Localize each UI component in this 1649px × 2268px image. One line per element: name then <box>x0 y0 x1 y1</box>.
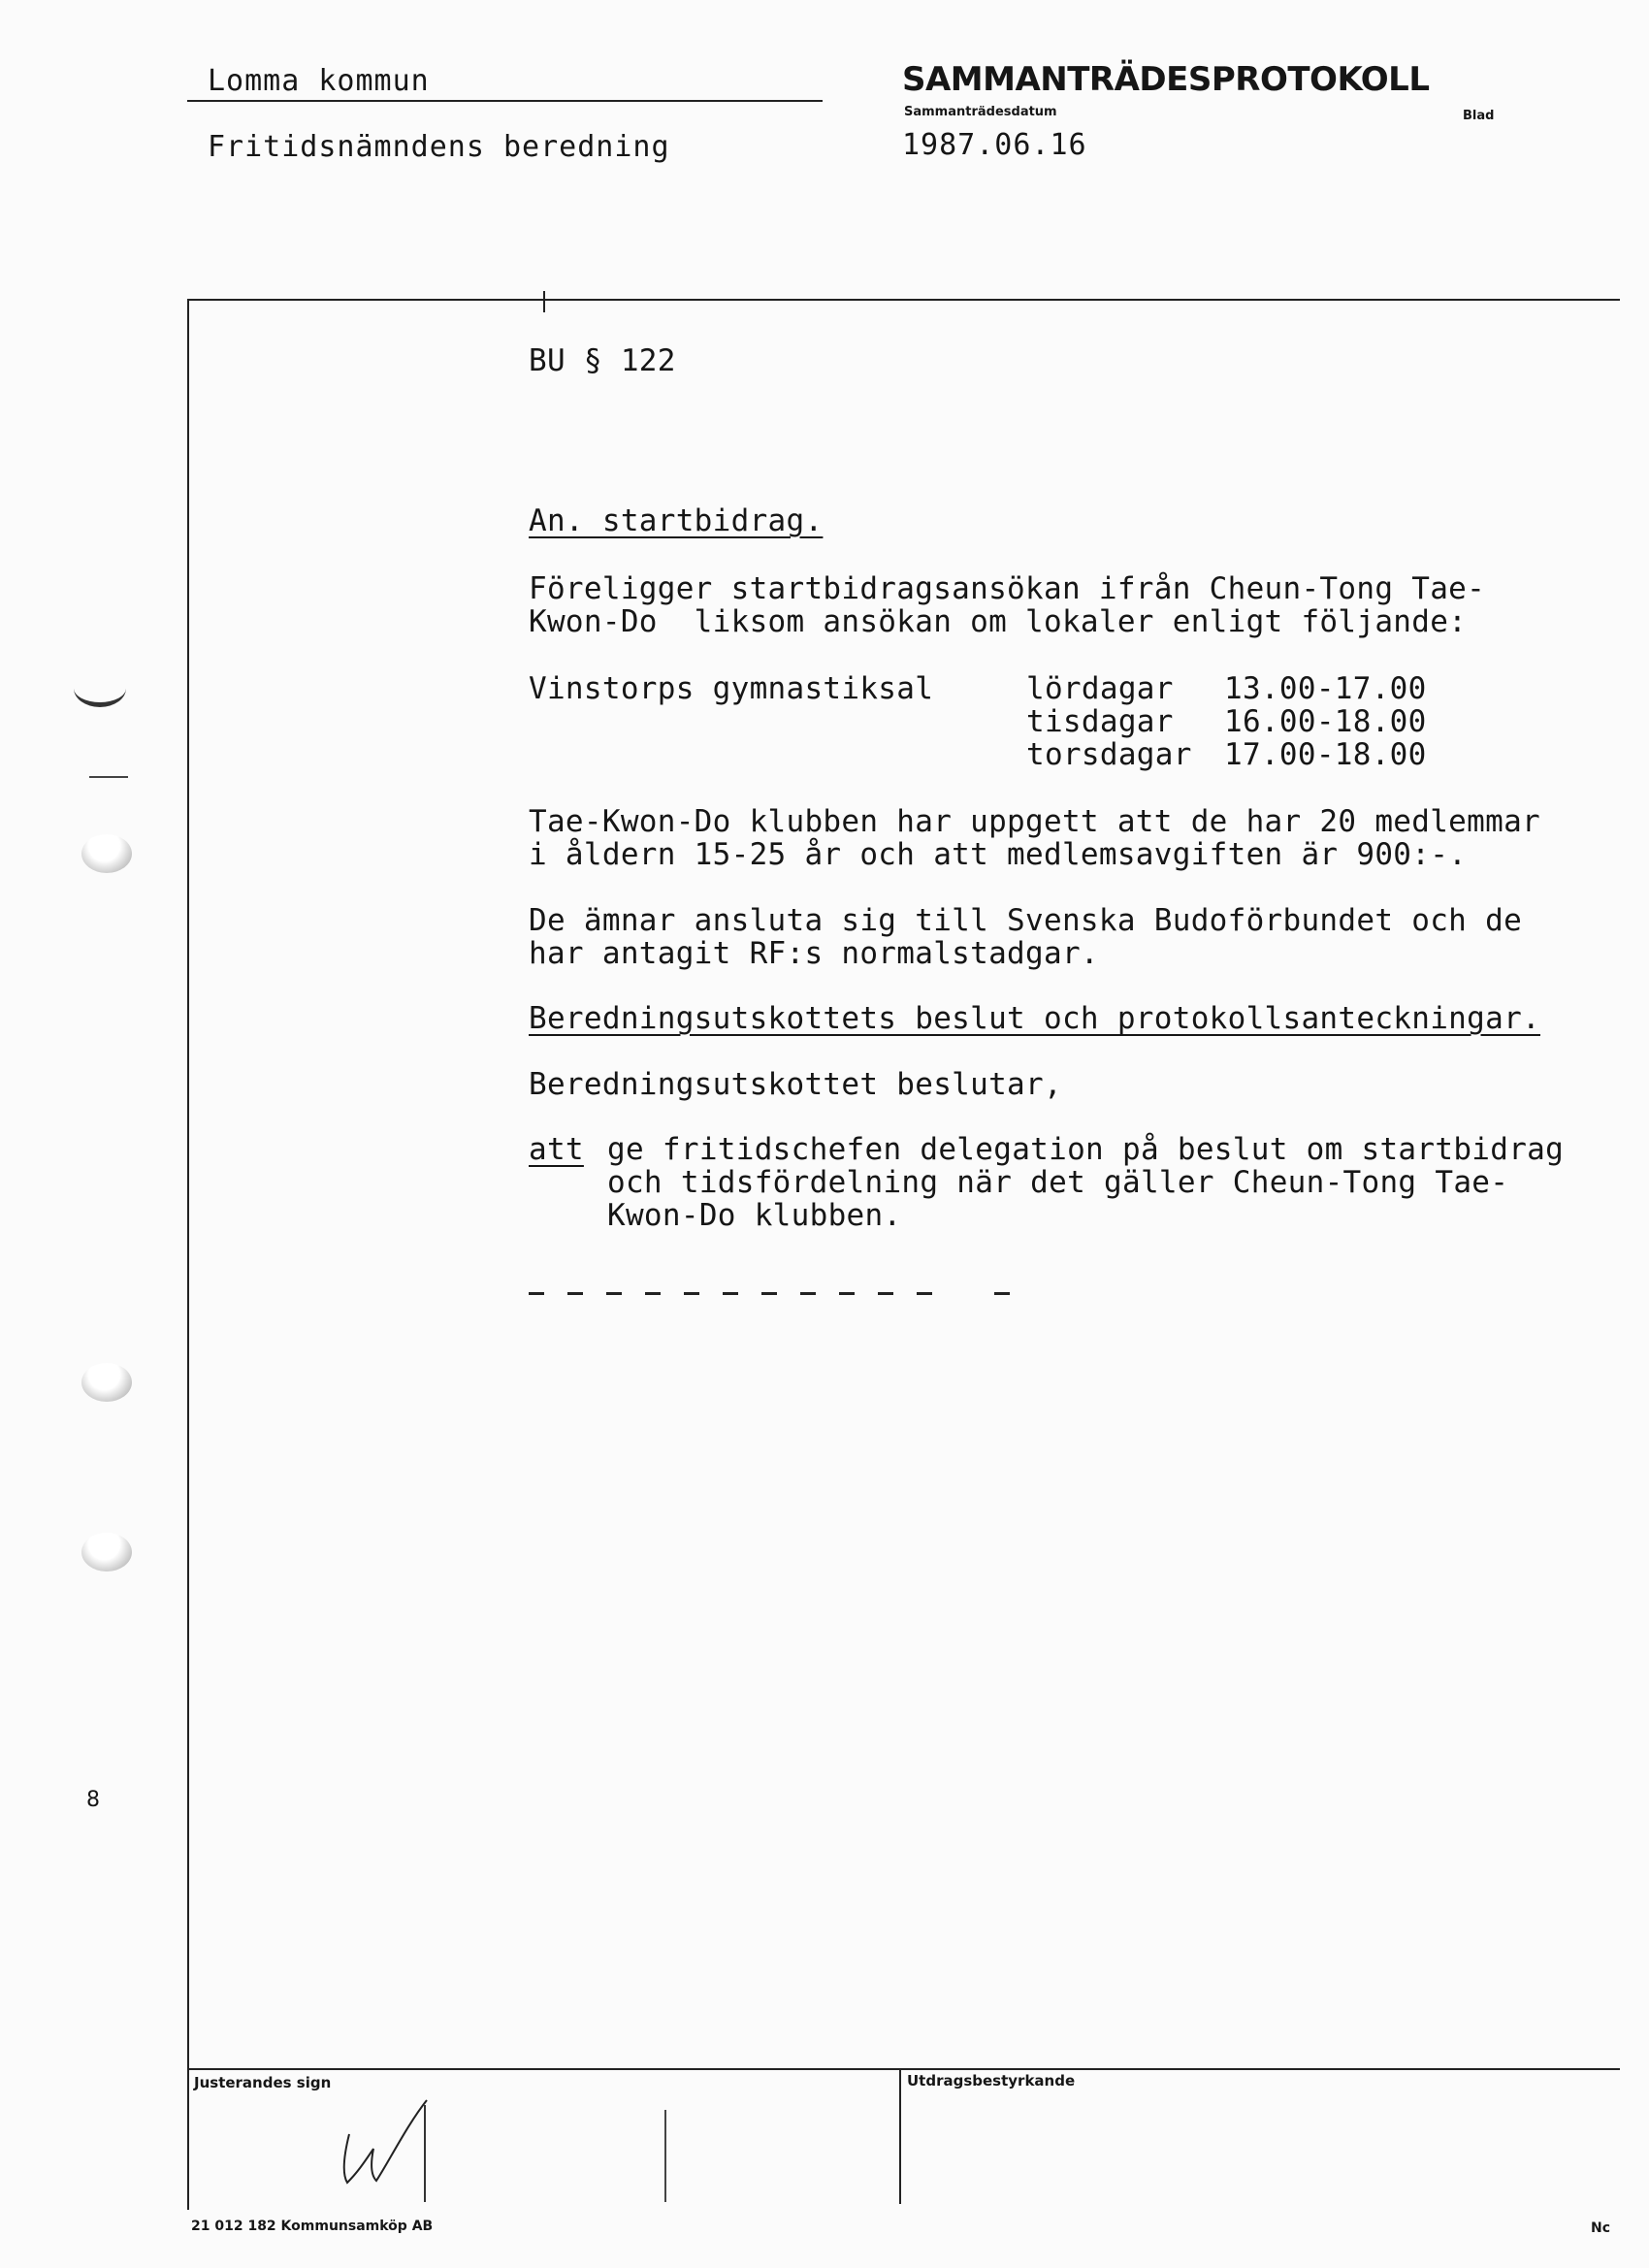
federation-line-1: De ämnar ansluta sig till Svenska Budoförbundet och de <box>529 903 1523 938</box>
members-line-1: Tae-Kwon-Do klubben har uppgett att de har 20 medlemmar <box>529 804 1540 839</box>
margin-fold-mark <box>89 776 128 778</box>
decision-heading: Beredningsutskottets beslut och protokollsanteckningar. <box>529 1001 1540 1036</box>
venue-name: Vinstorps gymnastiksal <box>529 671 934 706</box>
section-heading: An. startbidrag. <box>529 503 824 538</box>
decision-line-1: ge fritidschefen delegation på beslut om startbidrag <box>607 1132 1565 1167</box>
meeting-date: 1987.06.16 <box>902 128 1087 162</box>
binder-hole <box>81 1533 132 1571</box>
corner-mark: Nc <box>1591 2220 1611 2236</box>
schedule-time: 13.00-17.00 <box>1224 671 1427 706</box>
initials-signature <box>320 2095 436 2202</box>
section-end-dashes <box>529 1282 1033 1300</box>
binder-hole <box>81 834 132 873</box>
members-line-2: i åldern 15-25 år och att medlemsavgiften är 900:-. <box>529 837 1468 872</box>
section-number: BU § 122 <box>529 343 676 378</box>
content-frame-top <box>187 299 1620 301</box>
form-code: 21 012 182 Kommunsamköp AB <box>191 2219 434 2234</box>
footer-divider <box>187 2068 1620 2070</box>
signature-box-divider <box>664 2110 666 2202</box>
schedule-day: tisdagar <box>1026 704 1174 739</box>
intro-line-2: Kwon-Do liksom ansökan om lokaler enligt följande: <box>529 604 1468 639</box>
att-clause-word: att <box>529 1132 584 1167</box>
header-divider <box>187 100 823 102</box>
content-frame-left <box>187 299 189 2210</box>
document-type-title: SAMMANTRÄDESPROTOKOLL <box>902 60 1430 99</box>
extract-certification-label: Utdragsbestyrkande <box>907 2072 1076 2090</box>
committee-name: Fritidsnämndens beredning <box>208 130 670 164</box>
schedule-time: 17.00-18.00 <box>1224 737 1427 772</box>
decision-line-3: Kwon-Do klubben. <box>607 1198 902 1233</box>
sheet-label: Blad <box>1463 109 1495 123</box>
municipality-name: Lomma kommun <box>208 64 430 98</box>
schedule-time: 16.00-18.00 <box>1224 704 1427 739</box>
signature-box-divider <box>424 2105 426 2202</box>
schedule-day: torsdagar <box>1026 737 1192 772</box>
binder-hole <box>81 1363 132 1402</box>
frame-tick-mark <box>543 291 545 312</box>
meeting-date-label: Sammanträdesdatum <box>904 105 1057 119</box>
signature-label: Justerandes sign <box>194 2074 332 2091</box>
decision-intro: Beredningsutskottet beslutar, <box>529 1067 1062 1102</box>
page-number: 8 <box>86 1788 100 1812</box>
intro-line-1: Föreligger startbidragsansökan ifrån Cheun-Tong Tae- <box>529 571 1486 606</box>
decision-line-2: och tidsfördelning när det gäller Cheun-Tong Tae- <box>607 1165 1509 1200</box>
federation-line-2: har antagit RF:s normalstadgar. <box>529 936 1099 971</box>
footer-column-divider <box>899 2068 901 2204</box>
binder-hole-mark <box>74 669 126 707</box>
schedule-day: lördagar <box>1026 671 1174 706</box>
